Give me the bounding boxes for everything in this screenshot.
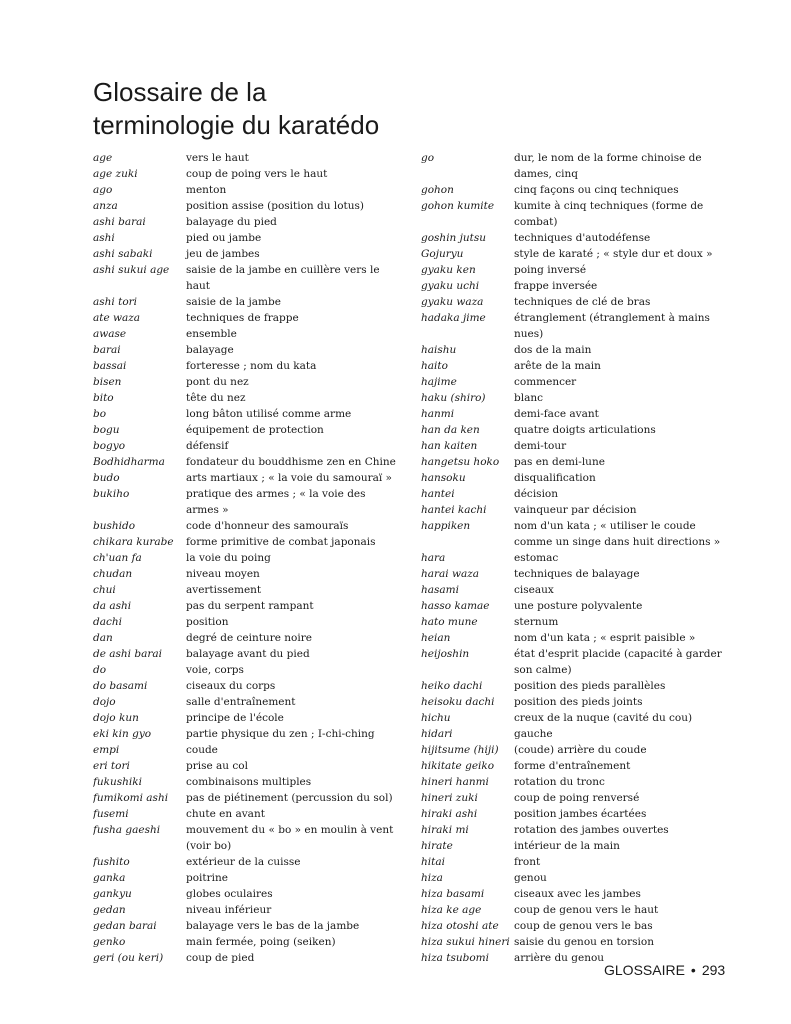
glossary-term: gohon (421, 184, 454, 196)
glossary-definition: arrière du genou (514, 952, 605, 964)
glossary-entry (421, 886, 731, 902)
glossary-term: empi (93, 744, 120, 756)
glossary-term: eri tori (93, 760, 130, 772)
glossary-term: gedan (93, 904, 126, 916)
glossary-definition: position jambes écartées (514, 808, 647, 820)
glossary-entry (93, 582, 398, 598)
glossary-term: hantei (421, 488, 455, 500)
glossary-definition: blanc (514, 392, 543, 404)
glossary-term: chui (93, 584, 116, 596)
glossary-term: ashi (93, 232, 115, 244)
glossary-entry (421, 742, 731, 758)
glossary-entry (93, 678, 398, 694)
glossary-entry (93, 790, 398, 806)
glossary-term: ganka (93, 872, 126, 884)
glossary-definition: frappe inversée (514, 280, 598, 292)
glossary-entry (93, 294, 398, 310)
glossary-definition: degré de ceinture noire (186, 632, 312, 644)
glossary-term: hantei kachi (421, 504, 487, 516)
glossary-definition: dos de la main (514, 344, 592, 356)
glossary-entry (421, 246, 731, 262)
glossary-term: hato mune (421, 616, 478, 628)
glossary-term: hineri hanmi (421, 776, 489, 788)
glossary-entry (93, 886, 398, 902)
glossary-definition: prise au col (186, 760, 248, 772)
glossary-definition: poing inversé (514, 264, 587, 276)
glossary-definition: forme primitive de combat japonais (186, 536, 376, 548)
glossary-entry (93, 150, 398, 166)
glossary-term: chudan (93, 568, 133, 580)
glossary-entry (421, 902, 731, 918)
glossary-term: hiza ke age (421, 904, 482, 916)
glossary-entry (421, 710, 731, 726)
glossary-entry (421, 934, 731, 950)
title-line-1: Glossaire de la (93, 77, 267, 107)
glossary-definition: disqualification (514, 472, 596, 484)
glossary-term: heiko dachi (421, 680, 483, 692)
glossary-definition: rotation des jambes ouvertes (514, 824, 669, 836)
page-footer (604, 962, 725, 978)
glossary-entry (421, 454, 731, 470)
glossary-entry (93, 214, 398, 230)
glossary-definition: dur, le nom de la forme chinoise de dames, cinq (514, 152, 702, 180)
glossary-entry (93, 390, 398, 406)
glossary-definition: pas du serpent rampant (186, 600, 314, 612)
glossary-entry (421, 790, 731, 806)
glossary-term: bukiho (93, 488, 130, 500)
glossary-term: gohon kumite (421, 200, 495, 212)
glossary-definition: nom d'un kata ; « utiliser le coude comme un singe dans huit directions » (514, 520, 721, 548)
glossary-entry (421, 854, 731, 870)
glossary-definition: chute en avant (186, 808, 265, 820)
glossary-entry (93, 918, 398, 934)
glossary-definition: intérieur de la main (514, 840, 620, 852)
glossary-definition: globes oculaires (186, 888, 273, 900)
glossary-term: heisoku dachi (421, 696, 495, 708)
glossary-term: go (421, 152, 435, 164)
glossary-definition: coup de poing vers le haut (186, 168, 328, 180)
glossary-term: fukushiki (93, 776, 143, 788)
glossary-entry (93, 246, 398, 262)
glossary-definition: style de karaté ; « style dur et doux » (514, 248, 713, 260)
glossary-term: age zuki (93, 168, 138, 180)
glossary-term: bo (93, 408, 107, 420)
glossary-term: harai waza (421, 568, 480, 580)
glossary-term: happiken (421, 520, 471, 532)
glossary-definition: menton (186, 184, 227, 196)
glossary-definition: position des pieds joints (514, 696, 643, 708)
glossary-entry (93, 598, 398, 614)
glossary-entry (93, 486, 398, 518)
glossary-entry (93, 934, 398, 950)
glossary-entry (93, 198, 398, 214)
glossary-entry (421, 438, 731, 454)
glossary-entry (421, 486, 731, 502)
glossary-entry (93, 262, 398, 294)
glossary-entry (421, 646, 731, 678)
glossary-term: geri (ou keri) (93, 952, 164, 964)
glossary-definition: creux de la nuque (cavité du cou) (514, 712, 693, 724)
glossary-entry (93, 310, 398, 326)
page-title (93, 76, 493, 142)
glossary-term: hitai (421, 856, 445, 868)
glossary-term: fushito (93, 856, 130, 868)
glossary-entry (93, 870, 398, 886)
glossary-definition: principe de l'école (186, 712, 284, 724)
glossary-entry (93, 406, 398, 422)
glossary-term: bito (93, 392, 114, 404)
glossary-entry (93, 758, 398, 774)
glossary-term: bushido (93, 520, 136, 532)
glossary-entry (93, 726, 398, 742)
glossary-entry (421, 358, 731, 374)
glossary-entry (421, 550, 731, 566)
glossary-entry (93, 358, 398, 374)
glossary-definition: nom d'un kata ; « esprit paisible » (514, 632, 696, 644)
glossary-entry (93, 822, 398, 854)
glossary-entry (421, 342, 731, 358)
glossary-definition: balayage (186, 344, 234, 356)
glossary-term: do basami (93, 680, 148, 692)
glossary-term: anza (93, 200, 118, 212)
glossary-entry (93, 182, 398, 198)
glossary-term: heijoshin (421, 648, 470, 660)
glossary-definition: niveau moyen (186, 568, 260, 580)
glossary-entry (421, 230, 731, 246)
glossary-definition: long bâton utilisé comme arme (186, 408, 352, 420)
glossary-definition: techniques de frappe (186, 312, 299, 324)
glossary-term: han da ken (421, 424, 480, 436)
glossary-entry (421, 694, 731, 710)
glossary-term: chikara kurabe (93, 536, 174, 548)
glossary-term: haishu (421, 344, 457, 356)
glossary-entry (93, 422, 398, 438)
glossary-entry (421, 822, 731, 838)
glossary-entry (93, 518, 398, 534)
glossary-definition: commencer (514, 376, 577, 388)
glossary-entry (93, 774, 398, 790)
glossary-term: bogyo (93, 440, 126, 452)
glossary-definition: vainqueur par décision (514, 504, 637, 516)
glossary-definition: quatre doigts articulations (514, 424, 656, 436)
glossary-definition: genou (514, 872, 547, 884)
glossary-definition: balayage avant du pied (186, 648, 310, 660)
glossary-entry (93, 742, 398, 758)
glossary-term: haku (shiro) (421, 392, 486, 404)
glossary-entry (421, 582, 731, 598)
glossary-term: hikitate geiko (421, 760, 495, 772)
glossary-term: han kaiten (421, 440, 478, 452)
glossary-column-right (421, 150, 731, 966)
glossary-definition: ciseaux avec les jambes (514, 888, 641, 900)
glossary-term: da ashi (93, 600, 132, 612)
glossary-term: dachi (93, 616, 122, 628)
glossary-definition: code d'honneur des samouraïs (186, 520, 349, 532)
glossary-definition: équipement de protection (186, 424, 324, 436)
glossary-term: dojo kun (93, 712, 139, 724)
glossary-entry (421, 614, 731, 630)
glossary-definition: position des pieds parallèles (514, 680, 666, 692)
glossary-term: hiraki ashi (421, 808, 478, 820)
glossary-entry (93, 342, 398, 358)
glossary-definition: coup de genou vers le bas (514, 920, 653, 932)
glossary-entry (421, 758, 731, 774)
glossary-entry (421, 390, 731, 406)
glossary-entry (93, 470, 398, 486)
glossary-definition: main fermée, poing (seiken) (186, 936, 336, 948)
glossary-definition: avertissement (186, 584, 262, 596)
footer-section: GLOSSAIRE (604, 962, 685, 978)
glossary-definition: tête du nez (186, 392, 246, 404)
glossary-term: haito (421, 360, 448, 372)
glossary-term: ashi tori (93, 296, 138, 308)
glossary-definition: balayage du pied (186, 216, 277, 228)
glossary-definition: arête de la main (514, 360, 601, 372)
glossary-term: ago (93, 184, 113, 196)
glossary-definition: front (514, 856, 541, 868)
glossary-definition: demi-tour (514, 440, 567, 452)
glossary-term: ch'uan fa (93, 552, 142, 564)
glossary-definition: la voie du poing (186, 552, 271, 564)
glossary-term: ashi barai (93, 216, 146, 228)
glossary-definition: poitrine (186, 872, 228, 884)
glossary-term: ate waza (93, 312, 141, 324)
glossary-definition: ciseaux (514, 584, 554, 596)
glossary-definition: étranglement (étranglement à mains nues) (514, 312, 710, 340)
glossary-definition: position (186, 616, 229, 628)
glossary-term: gyaku waza (421, 296, 484, 308)
glossary-term: de ashi barai (93, 648, 162, 660)
glossary-entry (421, 806, 731, 822)
glossary-entry (93, 230, 398, 246)
glossary-definition: voie, corps (186, 664, 244, 676)
glossary-entry (421, 918, 731, 934)
glossary-term: hiza otoshi ate (421, 920, 499, 932)
glossary-term: heian (421, 632, 451, 644)
glossary-term: gedan barai (93, 920, 157, 932)
glossary-term: dan (93, 632, 113, 644)
glossary-entry (421, 774, 731, 790)
glossary-definition: arts martiaux ; « la voie du samouraï » (186, 472, 392, 484)
glossary-definition: forme d'entraînement (514, 760, 631, 772)
glossary-term: hiza (421, 872, 443, 884)
glossary-entry (421, 598, 731, 614)
glossary-entry (93, 438, 398, 454)
glossary-definition: fondateur du bouddhisme zen en Chine (186, 456, 396, 468)
glossary-definition: jeu de jambes (186, 248, 260, 260)
glossary-entry (421, 182, 731, 198)
glossary-entry (421, 566, 731, 582)
glossary-entry (93, 326, 398, 342)
glossary-definition: techniques de balayage (514, 568, 640, 580)
glossary-definition: vers le haut (186, 152, 249, 164)
glossary-column-left (93, 150, 398, 966)
glossary-entry (93, 710, 398, 726)
glossary-entry (93, 806, 398, 822)
glossary-entry (421, 374, 731, 390)
glossary-term: budo (93, 472, 120, 484)
glossary-definition: saisie de la jambe (186, 296, 281, 308)
glossary-definition: décision (514, 488, 559, 500)
glossary-term: dojo (93, 696, 116, 708)
glossary-term: ashi sukui age (93, 264, 170, 276)
glossary-entry (93, 950, 398, 966)
glossary-term: hirate (421, 840, 453, 852)
glossary-definition: pied ou jambe (186, 232, 262, 244)
glossary-definition: saisie du genou en torsion (514, 936, 654, 948)
glossary-entry (421, 310, 731, 342)
glossary-definition: pont du nez (186, 376, 249, 388)
glossary-entry (421, 630, 731, 646)
glossary-entry (93, 550, 398, 566)
glossary-entry (93, 614, 398, 630)
glossary-definition: saisie de la jambe en cuillère vers le haut (186, 264, 380, 292)
glossary-definition: mouvement du « bo » en moulin à vent (voir bo) (186, 824, 394, 852)
glossary-term: hiza tsubomi (421, 952, 489, 964)
glossary-term: hara (421, 552, 446, 564)
glossary-entry (421, 870, 731, 886)
glossary-definition: cinq façons ou cinq techniques (514, 184, 679, 196)
glossary-term: hidari (421, 728, 453, 740)
glossary-definition: techniques de clé de bras (514, 296, 651, 308)
glossary-definition: demi-face avant (514, 408, 599, 420)
glossary-definition: partie physique du zen ; I-chi-ching (186, 728, 375, 740)
glossary-entry (421, 678, 731, 694)
glossary-entry (421, 838, 731, 854)
glossary-entry (421, 406, 731, 422)
glossary-term: gankyu (93, 888, 132, 900)
glossary-term: hiza sukui hineri (421, 936, 510, 948)
glossary-term: awase (93, 328, 127, 340)
glossary-definition: état d'esprit placide (capacité à garder son calme) (514, 648, 722, 676)
glossary-definition: pas en demi-lune (514, 456, 605, 468)
glossary-term: hineri zuki (421, 792, 478, 804)
glossary-entry (421, 518, 731, 550)
glossary-definition: kumite à cinq techniques (forme de combat) (514, 200, 704, 228)
glossary-term: barai (93, 344, 121, 356)
glossary-term: genko (93, 936, 126, 948)
glossary-term: hichu (421, 712, 451, 724)
glossary-entry (93, 454, 398, 470)
glossary-term: gyaku ken (421, 264, 476, 276)
glossary-definition: position assise (position du lotus) (186, 200, 364, 212)
glossary-term: fusha gaeshi (93, 824, 161, 836)
glossary-definition: coup de poing renversé (514, 792, 640, 804)
glossary-entry (93, 646, 398, 662)
glossary-entry (421, 502, 731, 518)
glossary-definition: combinaisons multiples (186, 776, 312, 788)
glossary-definition: rotation du tronc (514, 776, 605, 788)
glossary-entry (93, 854, 398, 870)
glossary-term: hadaka jime (421, 312, 486, 324)
glossary-term: fumikomi ashi (93, 792, 169, 804)
glossary-term: hiza basami (421, 888, 485, 900)
glossary-entry (421, 470, 731, 486)
glossary-term: do (93, 664, 107, 676)
glossary-entry (421, 726, 731, 742)
glossary-term: fusemi (93, 808, 129, 820)
glossary-entry (93, 694, 398, 710)
glossary-entry (421, 422, 731, 438)
glossary-term: goshin jutsu (421, 232, 487, 244)
glossary-definition: pratique des armes ; « la voie des armes » (186, 488, 366, 516)
glossary-term: gyaku uchi (421, 280, 480, 292)
glossary-term: Gojuryu (421, 248, 464, 260)
glossary-term: hijitsume (hiji) (421, 744, 499, 756)
glossary-term: hasso kamae (421, 600, 490, 612)
glossary-entry (93, 166, 398, 182)
glossary-definition: sternum (514, 616, 559, 628)
glossary-term: Bodhidharma (93, 456, 165, 468)
glossary-entry (93, 534, 398, 550)
page-number: 293 (701, 962, 726, 978)
glossary-term: ashi sabaki (93, 248, 153, 260)
glossary-term: hanmi (421, 408, 455, 420)
glossary-definition: coup de genou vers le haut (514, 904, 659, 916)
footer-bullet: • (690, 962, 696, 978)
glossary-definition: coude (186, 744, 218, 756)
glossary-definition: défensif (186, 440, 229, 452)
glossary-term: hasami (421, 584, 459, 596)
glossary-term: bisen (93, 376, 122, 388)
glossary-term: bogu (93, 424, 120, 436)
glossary-definition: une posture polyvalente (514, 600, 643, 612)
glossary-term: age (93, 152, 113, 164)
glossary-entry (93, 902, 398, 918)
title-line-2: terminologie du karatédo (93, 110, 380, 140)
glossary-entry (93, 566, 398, 582)
glossary-entry (421, 294, 731, 310)
glossary-definition: pas de piétinement (percussion du sol) (186, 792, 393, 804)
glossary-definition: gauche (514, 728, 553, 740)
glossary-term: hansoku (421, 472, 466, 484)
glossary-term: hangetsu hoko (421, 456, 500, 468)
glossary-entry (93, 630, 398, 646)
glossary-definition: extérieur de la cuisse (186, 856, 301, 868)
glossary-entry (421, 278, 731, 294)
glossary-entry (421, 198, 731, 230)
glossary-definition: salle d'entraînement (186, 696, 296, 708)
glossary-definition: forteresse ; nom du kata (186, 360, 317, 372)
glossary-definition: niveau inférieur (186, 904, 272, 916)
glossary-definition: ciseaux du corps (186, 680, 276, 692)
glossary-term: bassai (93, 360, 127, 372)
glossary-definition: balayage vers le bas de la jambe (186, 920, 360, 932)
glossary-entry (93, 662, 398, 678)
glossary-definition: (coude) arrière du coude (514, 744, 647, 756)
glossary-definition: estomac (514, 552, 559, 564)
glossary-entry (421, 262, 731, 278)
glossary-entry (421, 150, 731, 182)
glossary-term: hiraki mi (421, 824, 469, 836)
glossary-definition: techniques d'autodéfense (514, 232, 651, 244)
glossary-entry (93, 374, 398, 390)
glossary-term: hajime (421, 376, 457, 388)
glossary-definition: ensemble (186, 328, 237, 340)
glossary-definition: coup de pied (186, 952, 255, 964)
glossary-term: eki kin gyo (93, 728, 152, 740)
